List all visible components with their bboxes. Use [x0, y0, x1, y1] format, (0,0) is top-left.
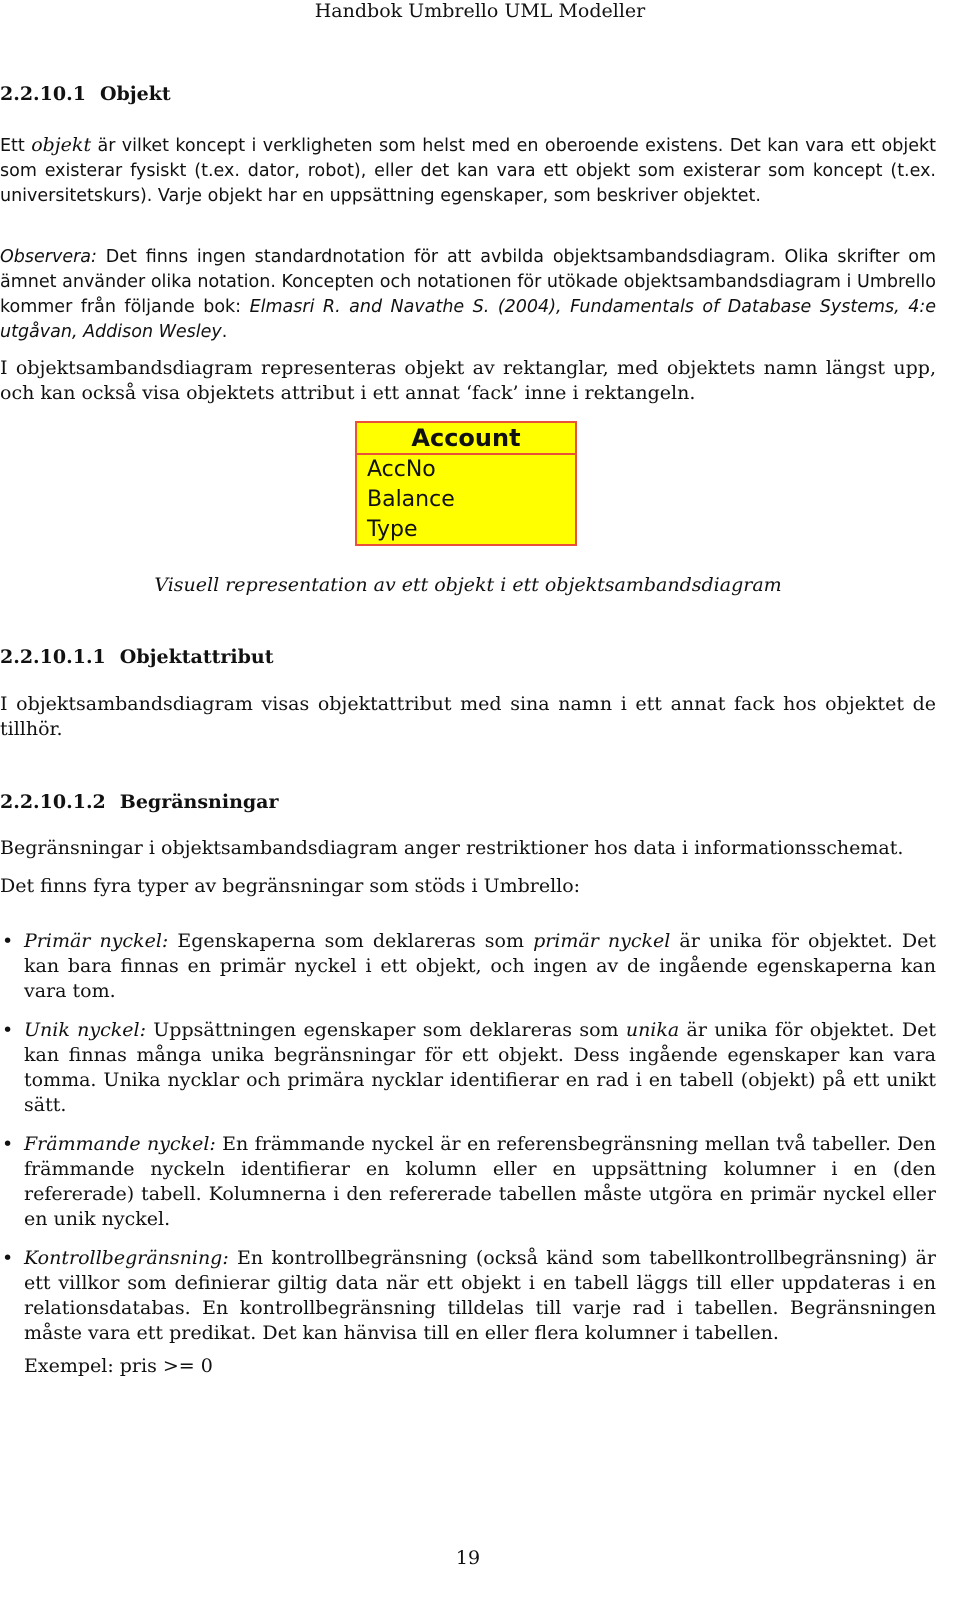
- constraint-example: Exempel: pris >= 0: [24, 1355, 213, 1377]
- constraint-text: är unika för objektet. Det kan bara finnas en primär nyckel i ett objekt, och ingen av de ingående egenskaperna kan vara tom.: [24, 930, 936, 1002]
- page-header: Handbok Umbrello UML Modeller: [314, 0, 646, 22]
- object-attribute: AccNo: [367, 457, 436, 482]
- subsection-number: 2.2.10.1.2: [0, 791, 106, 813]
- constraints-text: Begränsningar i objektsambandsdiagram anger restriktioner hos data i informationsschemat.: [0, 837, 904, 859]
- section-heading: [0, 82, 936, 107]
- attributes-paragraph: [0, 692, 936, 742]
- constraint-text: Uppsättningen egenskaper som deklareras som: [145, 1019, 626, 1041]
- constraint-text: En kontrollbegränsning (också känd som tabellkontrollbegränsning) är ett villkor som definierar giltig data när ett objekt i en tabell läggs till eller uppdateras i en relationsdatabas. En kontrollbegränsning tilldelas till varje rad i tabellen. Begränsningen måste vara ett predikat. Det kan hänvisa till en eller flera kolumner i tabellen.: [24, 1247, 936, 1344]
- object-attribute: Type: [367, 517, 418, 542]
- representation-text: I objektsambandsdiagram representeras objekt av rektanglar, med objektets namn längst upp, och kan också visa objektets attribut i ett annat ‘fack’ inne i rektangeln.: [0, 357, 936, 404]
- subsection-title: Objektattribut: [119, 646, 274, 668]
- constraint-term: Främmande nyckel:: [24, 1133, 216, 1155]
- attributes-text: I objektsambandsdiagram visas objektattribut med sina namn i ett annat fack hos objektet de tillhör.: [0, 693, 936, 740]
- intro-text-rest: är vilket koncept i verkligheten som helst med en oberoende existens. Det kan vara ett objekt som existerar fysiskt (t.ex. dator, robot), eller det kan vara ett objekt som existerar som koncept (t.ex. universitetskurs). Varje objekt har en uppsättning egenskaper, som beskriver objektet.: [0, 136, 936, 206]
- list-item: [0, 929, 936, 1004]
- constraints-paragraph-1: [0, 836, 936, 861]
- figure-caption: Visuell representation av ett objekt i ett objektsambandsdiagram: [154, 574, 782, 596]
- note-label: Observera:: [0, 247, 97, 267]
- note-text: Det finns ingen standardnotation för att avbilda objektsambandsdiagram. Olika skrifter om ämnet använder olika notation. Koncepten och notationen för utökade objektsambandsdiagram i Umbrello kommer från följande bok:: [0, 247, 936, 317]
- subsection-title: Begränsningar: [119, 791, 279, 813]
- constraint-term: Unik nyckel:: [24, 1019, 146, 1041]
- constraint-text: är unika för objektet. Det kan finnas många unika begränsningar för ett objekt. Dess ingående egenskaper kan vara tomma. Unika nycklar och primära nycklar identifierar en rad i en tabell (objekt) på ett unikt sätt.: [24, 1019, 936, 1116]
- intro-text-start: Ett: [0, 136, 32, 156]
- constraint-text: En främmande nyckel är en referensbegränsning mellan två tabeller. Den främmande nyckeln identifierar en kolumn eller en uppsättning kolumner i en (den refererade) tabell. Kolumnerna i den refererade tabellen måste utgöra en primär nyckel eller en unik nyckel.: [24, 1133, 936, 1230]
- intro-term: objekt: [31, 134, 92, 156]
- intro-paragraph: [0, 133, 936, 209]
- list-item: [0, 1018, 936, 1118]
- object-attribute: Balance: [367, 487, 455, 512]
- subsection-heading-attributes: [0, 645, 936, 670]
- constraints-intro: Det finns fyra typer av begränsningar som stöds i Umbrello:: [0, 875, 581, 897]
- book-reference: Elmasri R. and Navathe S. (2004), Fundamentals of Database Systems, 4:e utgåvan, Addison Wesley: [0, 297, 937, 342]
- list-item: [0, 1132, 936, 1232]
- note-paragraph: [0, 245, 936, 345]
- subsection-heading-constraints: [0, 790, 936, 815]
- constraint-emphasis: primär nyckel: [533, 930, 671, 952]
- page-number: 19: [455, 1547, 481, 1569]
- constraint-text: Egenskaperna som deklareras som: [168, 930, 534, 952]
- constraints-list: [0, 929, 936, 1393]
- list-item: [0, 1246, 936, 1379]
- section-number: 2.2.10.1: [0, 83, 86, 105]
- representation-paragraph: [0, 356, 936, 406]
- subsection-number: 2.2.10.1.1: [0, 646, 106, 668]
- section-title: Objekt: [99, 83, 171, 105]
- constraint-emphasis: unika: [625, 1019, 680, 1041]
- constraint-term: Primär nyckel:: [24, 930, 169, 952]
- object-diagram-figure: [355, 421, 577, 546]
- constraints-paragraph-2: [0, 874, 936, 899]
- object-name: Account: [357, 423, 575, 455]
- constraint-term: Kontrollbegränsning:: [24, 1247, 229, 1269]
- note-end: .: [221, 322, 228, 342]
